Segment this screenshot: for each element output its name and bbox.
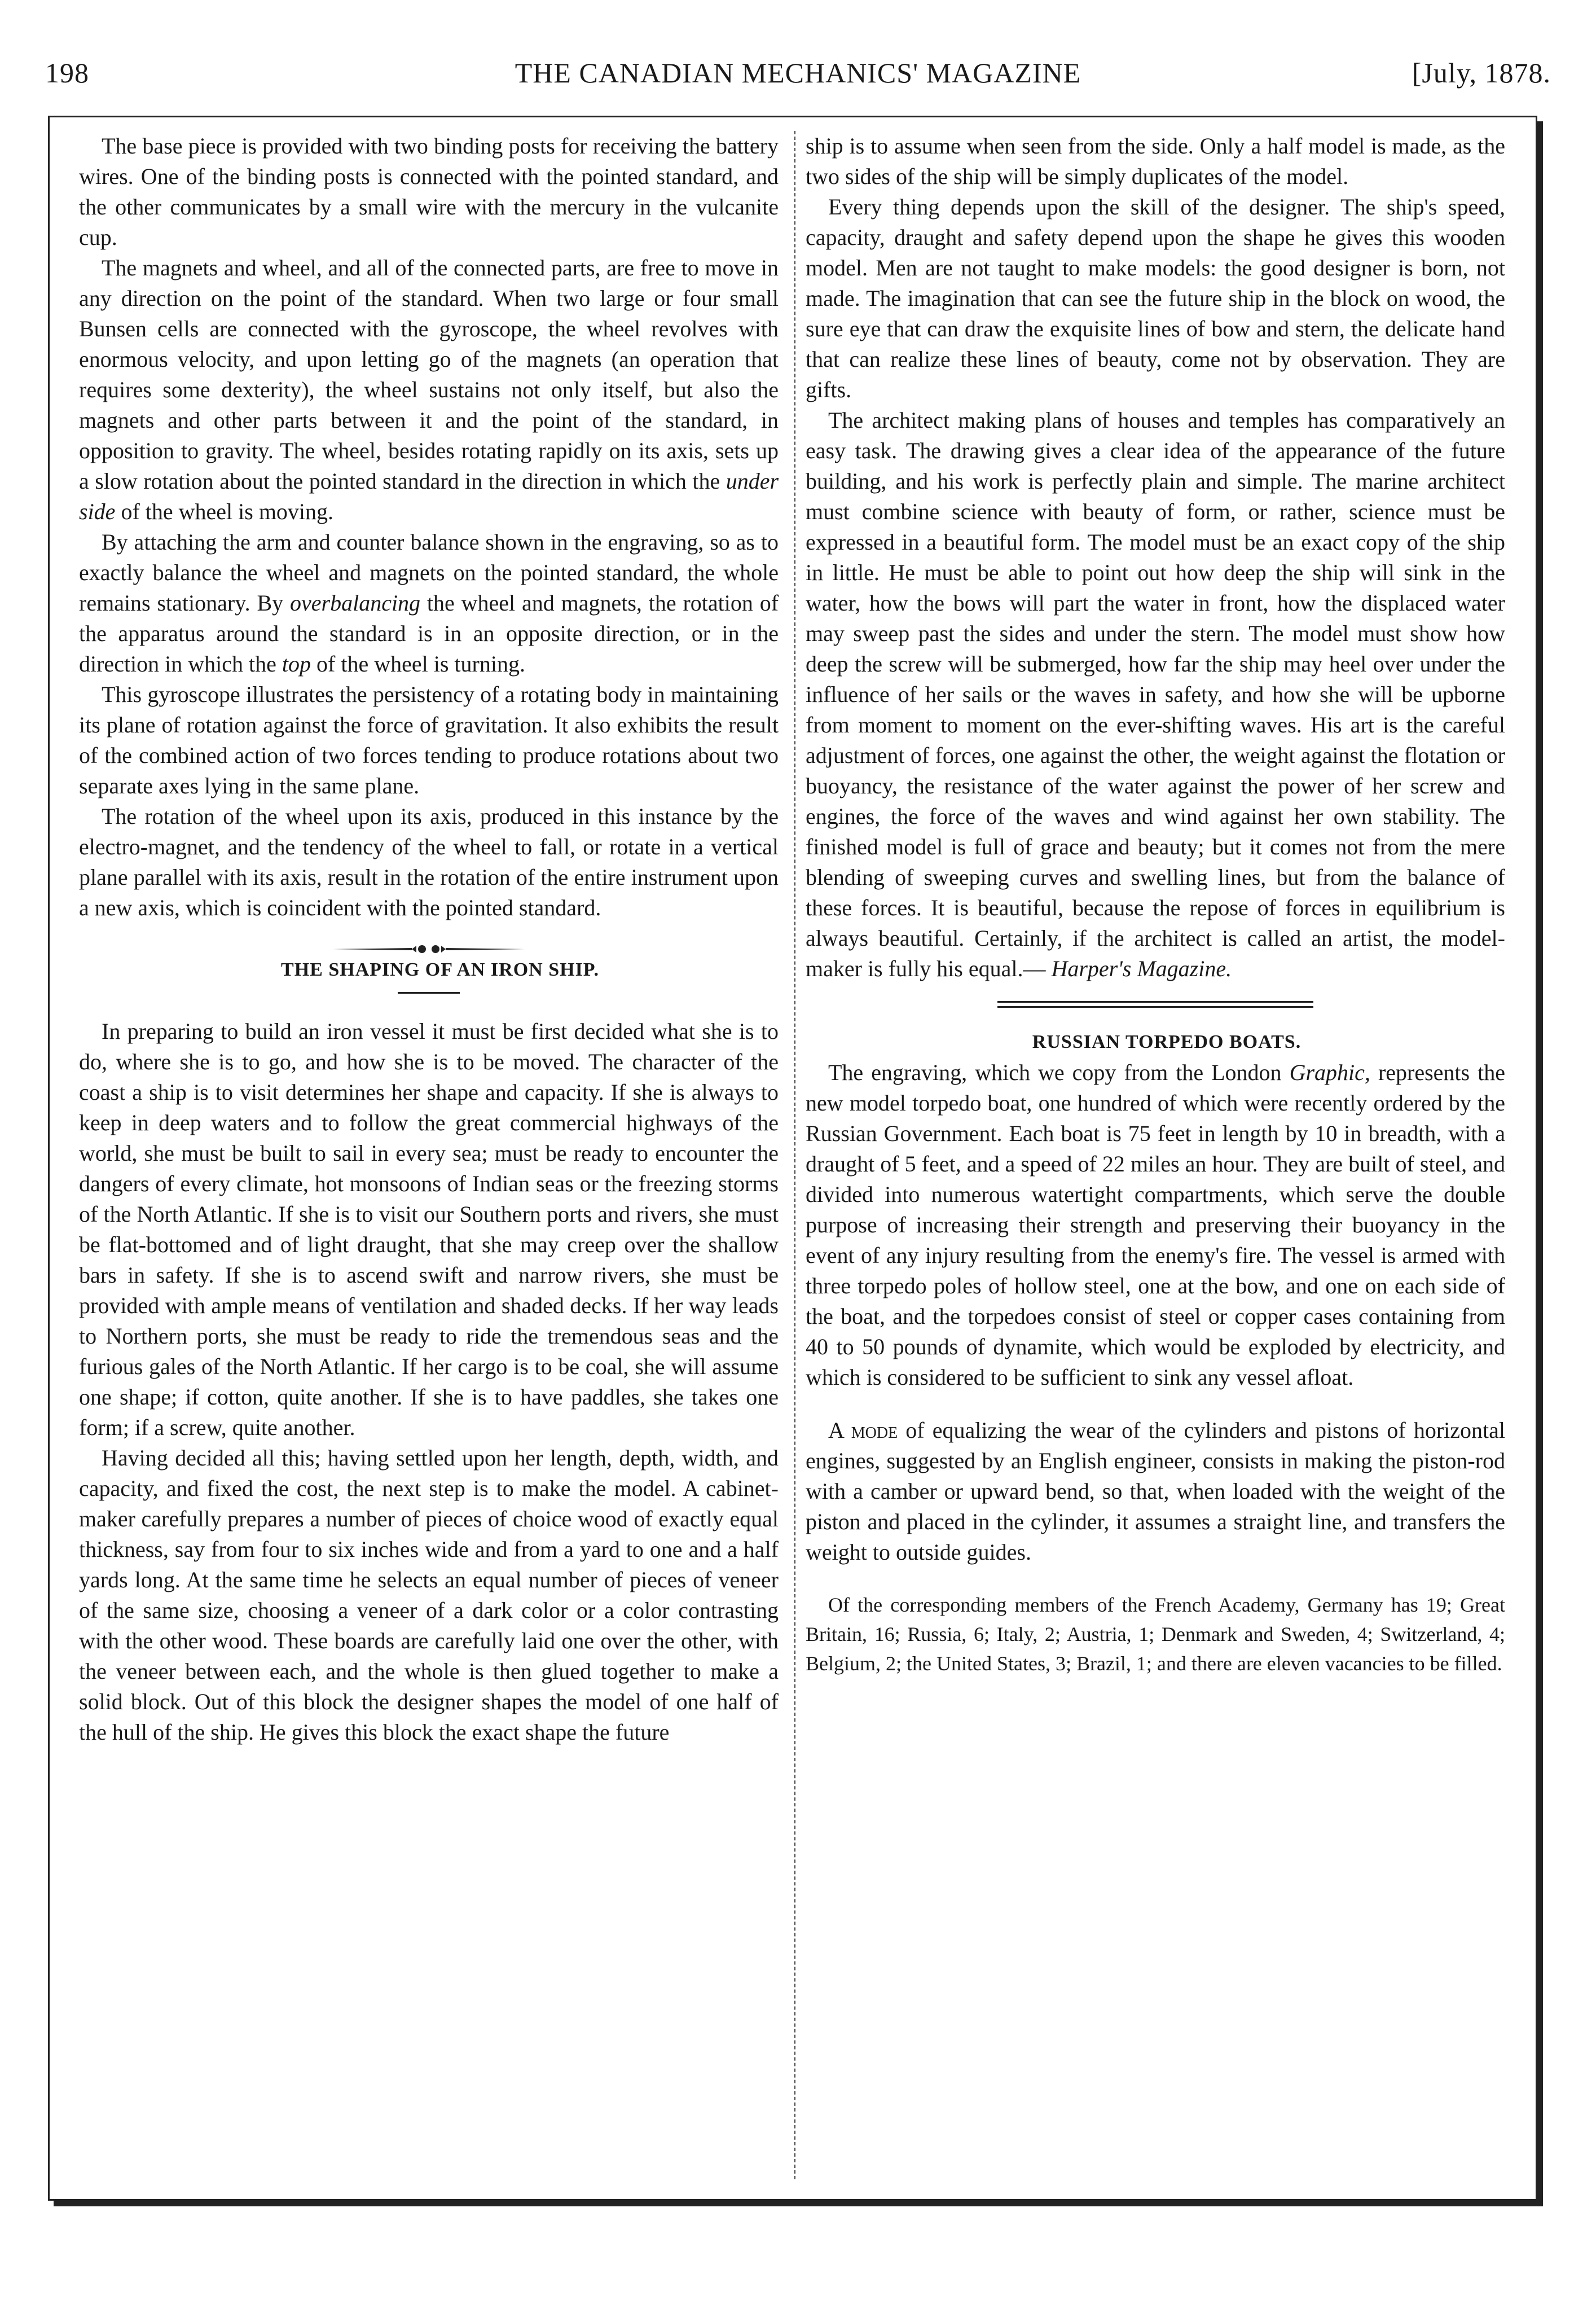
paragraph: In preparing to build an iron vessel it must be first decided what she is to do, where she is to go, and how she is to be moved. The character of the coast a ship is to visit determines her shape and capacity. If she is always to keep in deep waters and to follow the great commercial highways of the world, she must be built to sail in every sea; must be ready to encounter the dangers of every climate, hot monsoons of Indian seas or the freezing storms of the North Atlantic. If she is to visit our Southern ports and rivers, she must be flat-bottomed and of light draught, that she may creep over the shallow bars in safety. If she is to ascend swift and narrow rivers, she must be provided with ample means of ventilation and shaded decks. If her way leads to Northern ports, she must be ready to ride the tremendous seas and the furious gales of the North Atlantic. If her cargo is to be coal, she will assume one shape; if cotton, quite another. If she is to have paddles, she takes one form; if a screw, quite another. — [79, 1019, 779, 1440]
paragraph: Every thing depends upon the skill of the designer. The ship's speed, capacity, draught and safety depend upon the shape he gives this wooden model. Men are not taught to make models: the good designer is born, not made. The imagination that can see the future ship in the block on wood, the sure eye that can draw the exquisite lines of bow and stern, the delicate hand that can realize these lines of beauty, come not by observation. They are gifts. — [806, 194, 1505, 402]
paragraph: By attaching the arm and counter balance shown in the engraving, so as to exactly balance the wheel and magnets on the pointed standard, the whole remains stationary. By overbalancing the wheel and magnets, the rotation of the apparatus around the standard is in an opposite direction, or in the direction in which the top of the wheel is turning. — [79, 529, 779, 677]
short-rule — [398, 992, 460, 994]
issue-date: [July, 1878. — [1412, 57, 1551, 89]
right-column — [806, 131, 1505, 1678]
page-header — [39, 56, 1557, 96]
source-citation: Harper's Magazine. — [1051, 956, 1232, 981]
left-column — [79, 131, 779, 1748]
paragraph: The architect making plans of houses and temples has comparatively an easy task. The drawing gives a clear idea of the appearance of the future building, and his work is perfectly plain and simple. The marine architect must combine science with beauty of form, or rather, science must be expressed in a beautiful form. The model must be an exact copy of the ship in little. He must be able to point out how deep the ship will sink in the water, how the bows will part the water in front, how the displaced water may sweep past the sides and under the stern. The model must show how deep the screw will be submerged, how far the ship may heel over under the influence of her sails or the waves in safety, and how she will be upborne from moment to moment on the ever-shifting waves. His art is the careful adjustment of forces, one against the other, the weight against the flotation or buoyancy, the resistance of the water against the power of her screw and engines, the force of the waves and wind against her own stability. The finished model is full of grace and beauty; but it comes not from the mere blending of sweeping curves and swelling lines, but from the balance of these forces. It is beautiful, because the repose of forces in equilibrium is always beautiful. Certainly, if the architect is called an artist, the model-maker is fully his equal.— Harper's Magazine. — [806, 407, 1505, 981]
paragraph: This gyroscope illustrates the persistency of a rotating body in maintaining its plane of rotation against the force of gravitation. It also exhibits the result of the combined action of two forces tending to produce rotations about two separate axes lying in the same plane. — [79, 682, 779, 798]
paragraph: The magnets and wheel, and all of the connected parts, are free to move in any direction on the point of the standard. When two large or four small Bunsen cells are connected with the gyroscope, the wheel revolves with enormous velocity, and upon letting go of the magnets (an operation that requires some dexterity), the wheel sustains not only itself, but also the magnets and other parts between it and the point of the standard, in opposition to gravity. The wheel, besides rotating rapidly on its axis, sets up a slow rotation about the pointed standard in the direction in which the under side of the wheel is moving. — [79, 255, 779, 524]
spacer — [806, 1568, 1505, 1590]
paragraph: ship is to assume when seen from the side. Only a half model is made, as the two sides of the ship will be simply duplicates of the model. — [806, 133, 1505, 189]
paragraph: The base piece is provided with two binding posts for receiving the battery wires. One of the binding posts is connected with the pointed standard, and the other communicates by a small wire with the mercury in the vulcanite cup. — [79, 133, 779, 250]
article-heading: RUSSIAN TORPEDO BOATS. — [1032, 1032, 1302, 1052]
paragraph: A mode of equalizing the wear of the cylinders and pistons of horizontal engines, suggested by an English engineer, consists in making the piston-rod with a camber or upward bend, so that, when loaded with the weight of the piston and placed in the cylinder, it assumes a straight line, and transfers the weight to outside guides. — [806, 1417, 1506, 1565]
column-divider — [794, 131, 795, 2179]
paragraph: The rotation of the wheel upon its axis, produced in this instance by the electro-magnet, and the tendency of the wheel to fall, or rotate in a vertical plane parallel with its axis, result in the rotation of the entire instrument upon a new axis, which is coincident with the pointed standard. — [79, 804, 779, 920]
spacer — [806, 1393, 1505, 1415]
ornament-divider — [333, 943, 525, 955]
double-rule — [997, 1001, 1313, 1008]
article-heading: THE SHAPING OF AN IRON SHIP. — [281, 959, 599, 980]
paragraph: Having decided all this; having settled upon her length, depth, width, and capacity, and fixed the cost, the next step is to make the model. A cabinet-maker carefully prepares a number of pieces of choice wood of exactly equal thickness, say from four to six inches wide and from a yard to one and a half yards long. At the same time he selects an equal number of pieces of veneer of the same size, choosing a veneer of a dark color or a color contrasting with the other wood. These boards are carefully laid one over the other, with the veneer between each, and the whole is then glued together to make a solid block. Out of this block the designer shapes the model of one half of the hull of the ship. He gives this block the exact shape the future — [79, 1445, 779, 1745]
paragraph: The engraving, which we copy from the London Graphic, represents the new model torpedo boat, one hundred of which were recently ordered by the Russian Government. Each boat is 75 feet in length by 10 in breadth, with a draught of 5 feet, and a speed of 22 miles an hour. They are built of steel, and divided into numerous watertight compartments, which serve the double purpose of increasing their strength and preserving their buoyancy in the event of any injury resulting from the enemy's fire. The vessel is armed with three torpedo poles of hollow steel, one at the bow, and one on each side of the boat, and the torpedoes consist of steel or copper cases containing from 40 to 50 pounds of dynamite, which would be exploded by electricity, and which is considered to be sufficient to sink any vessel afloat. — [806, 1060, 1505, 1390]
paragraph: Of the corresponding members of the French Academy, Germany has 19; Great Britain, 16; Russia, 6; Italy, 2; Austria, 1; Denmark and Sweden, 4; Switzerland, 4; Belgium, 2; the United States, 3; Brazil, 1; and there are eleven vacancies to be filled. — [806, 1594, 1505, 1675]
magazine-title: THE CANADIAN MECHANICS' MAGAZINE — [515, 57, 1081, 89]
page-number: 198 — [45, 57, 89, 89]
